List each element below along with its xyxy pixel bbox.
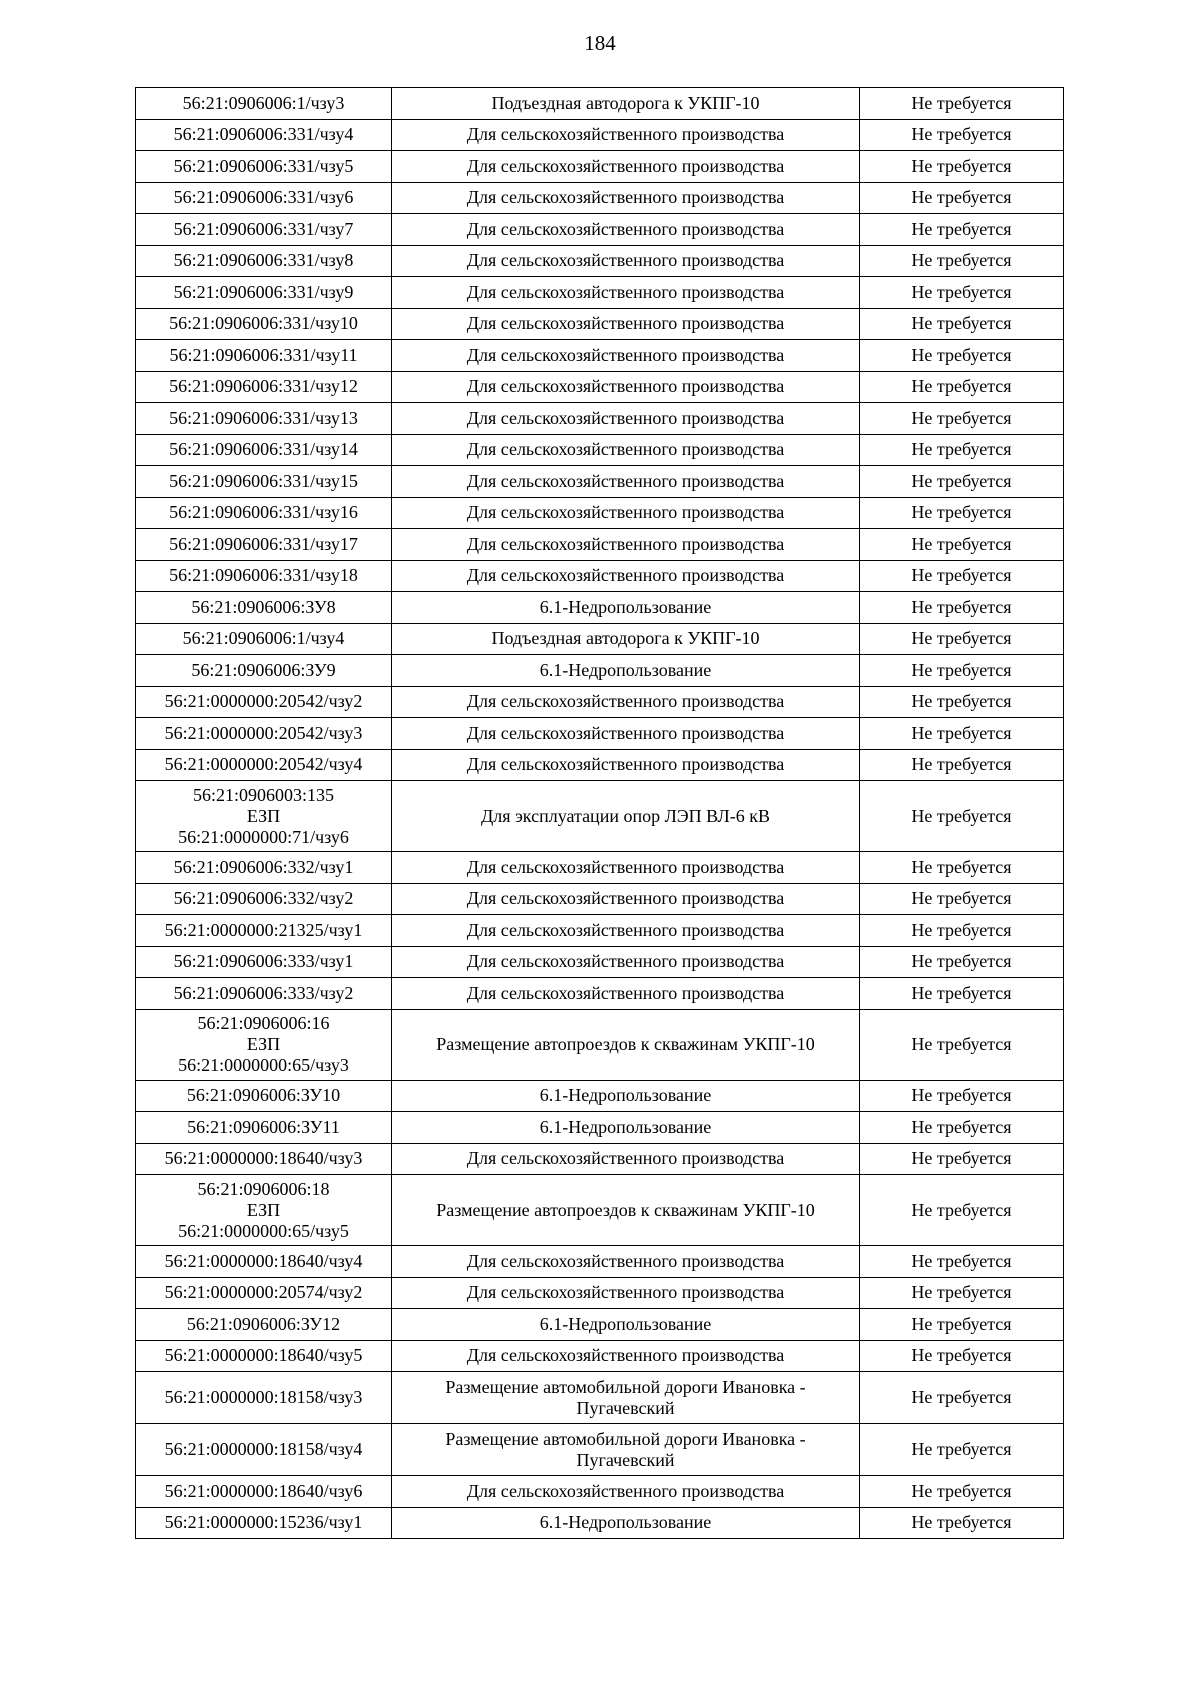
land-use-cell [392,686,860,718]
requirement-cell: Не требуется [860,946,1064,978]
requirement-cell: Не требуется [860,915,1064,947]
cadastral-line: 56:21:0906006:331/чзу5 [173,155,354,176]
land-use-line: Размещение автопроездов к скважинам УКПГ-10 [436,1034,815,1054]
land-use-line: Для сельскохозяйственного производства [466,502,785,523]
cadastral-number-cell [136,946,392,978]
land-use-cell [392,749,860,781]
land-use-cell [392,1424,860,1476]
cadastral-line: 56:21:0000000:18158/чзу3 [164,1387,363,1407]
land-use-line: Для сельскохозяйственного производства [466,281,785,302]
table-row [136,978,1064,1010]
cadastral-number-cell [136,560,392,592]
cadastral-number-cell [136,1476,392,1508]
land-use-line: Для сельскохозяйственного производства [466,313,785,334]
table-row [136,119,1064,151]
requirement-cell: Не требуется [860,529,1064,561]
table-row [136,88,1064,120]
cadastral-number-cell [136,1309,392,1341]
cadastral-line: 56:21:0000000:18640/чзу4 [164,1250,363,1271]
table-row [136,1246,1064,1278]
land-use-line: Для сельскохозяйственного производства [466,1250,785,1271]
cadastral-line: 56:21:0906006:331/чзу12 [169,376,358,397]
land-use-cell [392,1175,860,1246]
cadastral-number-cell [136,623,392,655]
requirement-cell: Не требуется [860,686,1064,718]
table-row [136,466,1064,498]
requirement-cell: Не требуется [860,403,1064,435]
land-use-line: Для сельскохозяйственного производства [466,951,785,972]
table-row [136,1277,1064,1309]
requirement-cell: Не требуется [860,497,1064,529]
page-number: 184 [584,31,616,55]
requirement-cell: Не требуется [860,308,1064,340]
land-use-line: Для сельскохозяйственного производства [466,439,785,460]
cadastral-line: 56:21:0000000:21325/чзу1 [164,919,363,940]
cadastral-line: 56:21:0906006:331/чзу18 [169,565,358,586]
requirement-cell: Не требуется [860,1340,1064,1372]
cadastral-number-cell [136,978,392,1010]
cadastral-number-cell [136,1340,392,1372]
land-use-line: Для сельскохозяйственного производства [466,565,785,586]
land-use-line: Для сельскохозяйственного производства [466,407,785,428]
land-use-cell [392,915,860,947]
land-use-line: 6.1-Недропользование [539,1085,712,1106]
land-use-cell [392,403,860,435]
cadastral-number-cell [136,466,392,498]
cadastral-line: 56:21:0000000:20574/чзу2 [164,1282,363,1303]
cadastral-line: 56:21:0906006:ЗУ8 [191,596,336,617]
table-row [136,1009,1064,1080]
cadastral-number-cell [136,718,392,750]
table-row [136,1175,1064,1246]
cadastral-line: 56:21:0906006:1/чзу4 [182,628,345,649]
cadastral-line: 56:21:0906003:135 [192,784,334,805]
land-use-cell [392,1476,860,1508]
cadastral-line: 56:21:0906006:331/чзу14 [169,439,358,460]
cadastral-line: 56:21:0000000:20542/чзу2 [164,691,363,712]
land-use-line: Для сельскохозяйственного производства [466,1148,785,1169]
land-use-cell [392,1372,860,1424]
cadastral-number-cell [136,119,392,151]
land-use-cell [392,1507,860,1539]
land-use-line: Для сельскохозяйственного производства [466,919,785,940]
requirement-cell: Не требуется [860,1424,1064,1476]
land-use-cell [392,529,860,561]
cadastral-number-cell [136,1175,392,1246]
cadastral-line: ЕЗП [246,1199,281,1220]
cadastral-number-cell [136,308,392,340]
cadastral-number-cell [136,1080,392,1112]
requirement-cell: Не требуется [860,1309,1064,1341]
table-row [136,946,1064,978]
land-use-cell [392,497,860,529]
cadastral-line: 56:21:0906006:ЗУ10 [186,1085,341,1106]
cadastral-number-cell [136,1246,392,1278]
cadastral-line: 56:21:0000000:65/чзу3 [178,1055,349,1075]
requirement-cell: Не требуется [860,592,1064,624]
table-row [136,403,1064,435]
cadastral-number-cell [136,151,392,183]
cadastral-number-cell [136,1009,392,1080]
table-row [136,1507,1064,1539]
cadastral-line: 56:21:0906006:331/чзу15 [169,470,358,491]
land-use-cell [392,1246,860,1278]
table-row [136,686,1064,718]
land-use-line: Размещение автопроездов к скважинам УКПГ-10 [436,1199,815,1220]
requirement-cell: Не требуется [860,466,1064,498]
land-use-cell [392,1309,860,1341]
cadastral-line: 56:21:0000000:18640/чзу3 [164,1148,363,1169]
table-row [136,1424,1064,1476]
land-use-cell [392,308,860,340]
land-use-line: Для эксплуатации опор ЛЭП ВЛ-6 кВ [481,805,770,826]
land-use-line: 6.1-Недропользование [539,1512,712,1533]
cadastral-line: 56:21:0906006:331/чзу8 [173,250,354,271]
cadastral-number-cell [136,182,392,214]
land-use-cell [392,946,860,978]
requirement-cell: Не требуется [860,718,1064,750]
requirement-cell: Не требуется [860,1112,1064,1144]
cadastral-line: 56:21:0000000:18158/чзу4 [164,1439,363,1459]
land-use-cell [392,781,860,852]
land-use-cell [392,852,860,884]
cadastral-number-cell [136,883,392,915]
cadastral-number-cell [136,1424,392,1476]
table-row [136,371,1064,403]
land-use-cell [392,182,860,214]
land-use-line: Подъездная автодорога к УКПГ-10 [491,628,760,649]
land-use-cell [392,340,860,372]
land-use-cell [392,978,860,1010]
cadastral-line: 56:21:0906006:333/чзу2 [173,982,354,1003]
cadastral-number-cell [136,214,392,246]
cadastral-line: 56:21:0906006:18 [197,1178,330,1199]
cadastral-line: 56:21:0906006:331/чзу17 [169,533,358,554]
cadastral-line: 56:21:0906006:331/чзу6 [173,187,354,208]
cadastral-number-cell [136,686,392,718]
cadastral-number-cell [136,852,392,884]
land-use-line: Для сельскохозяйственного производства [466,1345,785,1366]
table-row [136,434,1064,466]
cadastral-line: 56:21:0000000:18640/чзу5 [164,1345,363,1366]
table-row [136,655,1064,687]
cadastral-number-cell [136,1372,392,1424]
requirement-cell: Не требуется [860,749,1064,781]
cadastral-line: 56:21:0906006:331/чзу9 [173,281,354,302]
requirement-cell: Не требуется [860,655,1064,687]
land-use-line: Пугачевский [576,1449,675,1470]
land-use-line: Для сельскохозяйственного производства [466,155,785,176]
requirement-cell: Не требуется [860,88,1064,120]
land-use-line: Для сельскохозяйственного производства [466,470,785,491]
land-use-line: 6.1-Недропользование [539,659,712,680]
cadastral-number-cell [136,245,392,277]
requirement-cell: Не требуется [860,151,1064,183]
table-row [136,883,1064,915]
cadastral-number-cell [136,434,392,466]
table-row [136,1143,1064,1175]
cadastral-line: ЕЗП [246,1034,281,1054]
cadastral-line: 56:21:0906006:ЗУ11 [187,1116,340,1137]
land-use-line: Для сельскохозяйственного производства [466,376,785,397]
cadastral-line: 56:21:0906006:ЗУ12 [186,1313,341,1334]
table-row [136,277,1064,309]
land-use-cell [392,371,860,403]
requirement-cell: Не требуется [860,1143,1064,1175]
cadastral-number-cell [136,497,392,529]
table-row [136,718,1064,750]
land-use-line: Для сельскохозяйственного производства [466,888,785,909]
requirement-cell: Не требуется [860,1009,1064,1080]
requirement-cell: Не требуется [860,978,1064,1010]
table-row [136,1309,1064,1341]
cadastral-number-cell [136,529,392,561]
cadastral-number-cell [136,749,392,781]
land-use-cell [392,718,860,750]
cadastral-line: 56:21:0906006:332/чзу2 [173,888,354,909]
land-use-line: Для сельскохозяйственного производства [466,754,785,775]
table-row [136,245,1064,277]
land-use-cell [392,277,860,309]
table-row [136,182,1064,214]
requirement-cell: Не требуется [860,245,1064,277]
land-use-line: Для сельскохозяйственного производства [466,218,785,239]
cadastral-number-cell [136,1277,392,1309]
cadastral-line: 56:21:0000000:18640/чзу6 [164,1480,363,1501]
cadastral-line: 56:21:0906006:331/чзу10 [169,313,358,334]
requirement-cell: Не требуется [860,371,1064,403]
land-use-cell [392,655,860,687]
table-row [136,852,1064,884]
table-body [136,88,1064,1539]
cadastral-number-cell [136,1143,392,1175]
table-row [136,781,1064,852]
cadastral-line: 56:21:0906006:ЗУ9 [191,659,336,680]
requirement-cell: Не требуется [860,434,1064,466]
land-use-cell [392,1112,860,1144]
land-use-line: Для сельскохозяйственного производства [466,187,785,208]
table-row [136,915,1064,947]
land-use-line: 6.1-Недропользование [539,596,712,617]
land-use-cell [392,1143,860,1175]
land-use-line: Для сельскохозяйственного производства [466,722,785,743]
land-use-line: Для сельскохозяйственного производства [466,250,785,271]
requirement-cell: Не требуется [860,781,1064,852]
land-use-cell [392,883,860,915]
cadastral-number-cell [136,371,392,403]
cadastral-line: 56:21:0000000:20542/чзу4 [164,754,363,775]
requirement-cell: Не требуется [860,1175,1064,1246]
land-use-line: Для сельскохозяйственного производства [466,124,785,145]
cadastral-line: 56:21:0906006:331/чзу13 [169,407,358,428]
table-row [136,1080,1064,1112]
table-row [136,497,1064,529]
table-row [136,1112,1064,1144]
cadastral-line: 56:21:0906006:331/чзу7 [173,218,354,239]
cadastral-number-cell [136,1507,392,1539]
land-use-cell [392,88,860,120]
land-use-cell [392,1277,860,1309]
table-row [136,560,1064,592]
requirement-cell: Не требуется [860,883,1064,915]
land-use-line: Подъездная автодорога к УКПГ-10 [491,92,760,113]
cadastral-line: 56:21:0000000:65/чзу5 [178,1220,349,1241]
land-use-line: Для сельскохозяйственного производства [466,1282,785,1303]
land-use-line: Для сельскохозяйственного производства [466,344,785,365]
requirement-cell: Не требуется [860,560,1064,592]
requirement-cell: Не требуется [860,1246,1064,1278]
requirement-cell: Не требуется [860,1507,1064,1539]
cadastral-number-cell [136,1112,392,1144]
cadastral-number-cell [136,655,392,687]
cadastral-line: 56:21:0906006:1/чзу3 [182,92,345,113]
cadastral-number-cell [136,340,392,372]
table-row [136,592,1064,624]
land-use-cell [392,466,860,498]
land-use-line: Пугачевский [576,1397,675,1418]
requirement-cell: Не требуется [860,1372,1064,1424]
land-use-line: Размещение автомобильной дороги Ивановка - [445,1428,806,1449]
table-row [136,749,1064,781]
land-use-cell [392,434,860,466]
land-use-cell [392,1009,860,1080]
land-use-cell [392,592,860,624]
land-use-line: 6.1-Недропользование [539,1313,712,1334]
land-use-cell [392,119,860,151]
table-row [136,308,1064,340]
cadastral-line: 56:21:0906006:16 [197,1013,330,1033]
land-use-line: Для сельскохозяйственного производства [466,533,785,554]
land-use-cell [392,560,860,592]
requirement-cell: Не требуется [860,182,1064,214]
cadastral-number-cell [136,88,392,120]
cadastral-line: 56:21:0000000:71/чзу6 [178,826,349,847]
table-row [136,340,1064,372]
cadastral-number-cell [136,915,392,947]
land-use-cell [392,1080,860,1112]
cadastral-line: 56:21:0906006:331/чзу16 [169,502,358,523]
requirement-cell: Не требуется [860,623,1064,655]
requirement-cell: Не требуется [860,852,1064,884]
table-row [136,529,1064,561]
cadastral-line: 56:21:0000000:15236/чзу1 [164,1512,363,1533]
land-use-line: Для сельскохозяйственного производства [466,691,785,712]
cadastral-line: 56:21:0906006:332/чзу1 [173,856,354,877]
table-row [136,151,1064,183]
land-use-cell [392,1340,860,1372]
cadastral-line: ЕЗП [246,805,281,826]
table-container [135,87,1063,1539]
requirement-cell: Не требуется [860,340,1064,372]
requirement-cell: Не требуется [860,277,1064,309]
land-plots-table [135,87,1064,1539]
cadastral-number-cell [136,592,392,624]
land-use-cell [392,151,860,183]
land-use-cell [392,623,860,655]
cadastral-line: 56:21:0906006:331/чзу4 [173,124,354,145]
requirement-cell: Не требуется [860,119,1064,151]
cadastral-line: 56:21:0906006:333/чзу1 [173,951,354,972]
land-use-line: 6.1-Недропользование [539,1116,712,1137]
table-row [136,1476,1064,1508]
land-use-line: Для сельскохозяйственного производства [466,1480,785,1501]
requirement-cell: Не требуется [860,1080,1064,1112]
cadastral-line: 56:21:0906006:331/чзу11 [169,344,358,365]
land-use-cell [392,214,860,246]
land-use-line: Для сельскохозяйственного производства [466,856,785,877]
land-use-cell [392,245,860,277]
cadastral-number-cell [136,781,392,852]
land-use-line: Размещение автомобильной дороги Ивановка - [445,1376,806,1397]
cadastral-number-cell [136,403,392,435]
table-row [136,1340,1064,1372]
requirement-cell: Не требуется [860,214,1064,246]
requirement-cell: Не требуется [860,1277,1064,1309]
requirement-cell: Не требуется [860,1476,1064,1508]
land-use-line: Для сельскохозяйственного производства [466,982,785,1003]
table-row [136,214,1064,246]
table-row [136,623,1064,655]
table-row [136,1372,1064,1424]
cadastral-line: 56:21:0000000:20542/чзу3 [164,722,363,743]
cadastral-number-cell [136,277,392,309]
